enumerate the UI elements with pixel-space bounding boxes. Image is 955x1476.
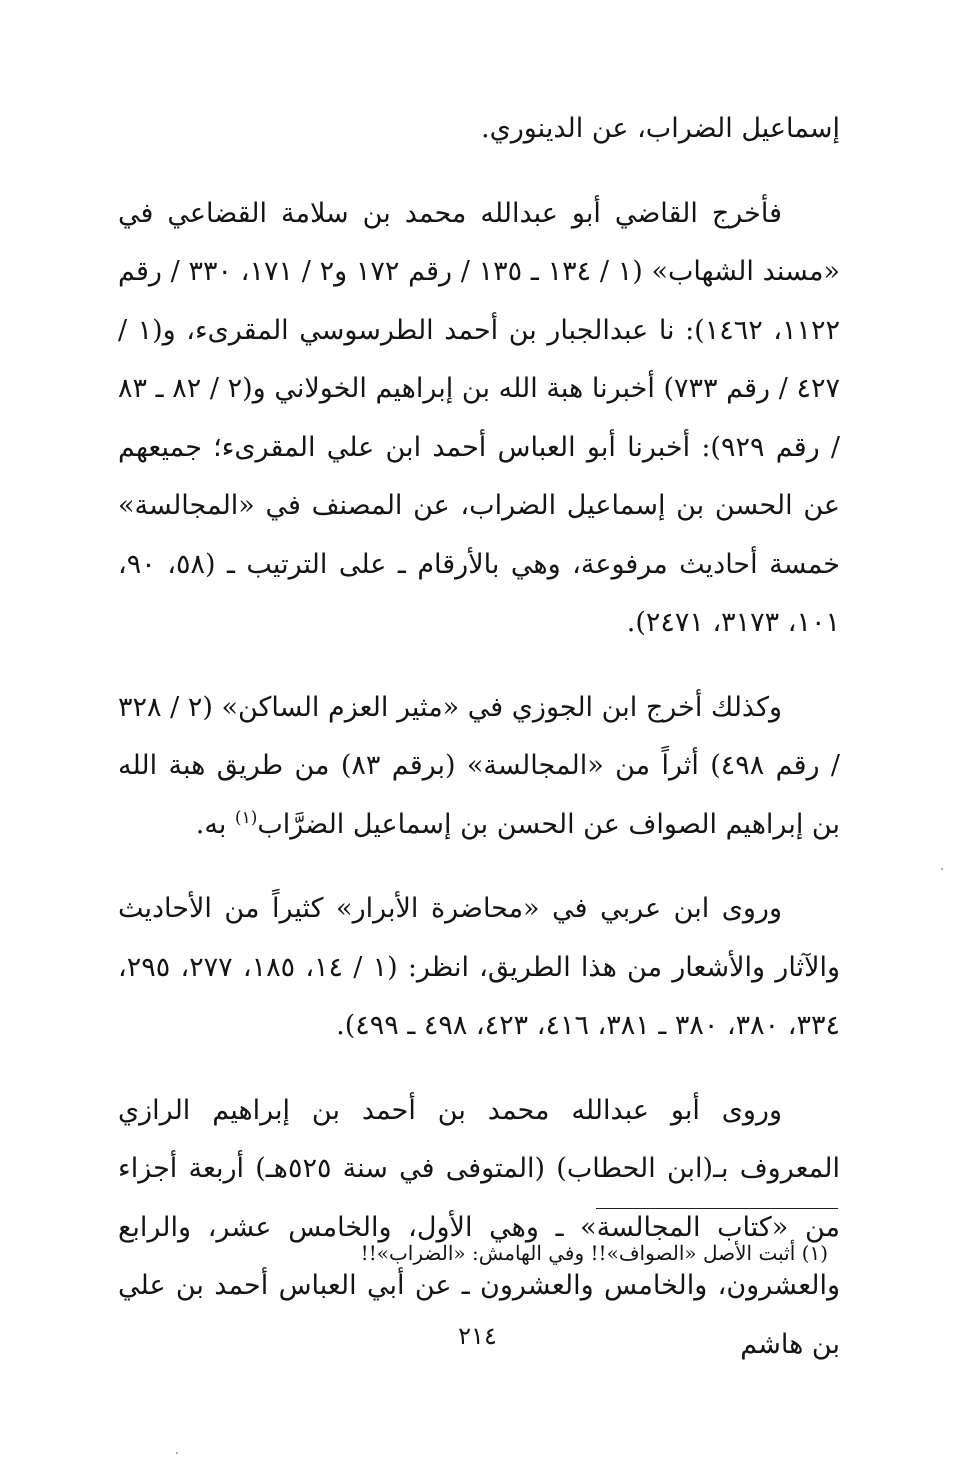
- page-number: ٢١٤: [458, 1322, 497, 1350]
- paragraph-razi: وروى أبو عبدالله محمد بن أحمد بن إبراهيم الرازي المعروف بـ(ابن الحطاب) (المتوفى في سنة ٥٢٥هـ) أربعة أجزاء من «كتاب المجالسة» ـ وهي الأول، والخامس عشر، والرابع والعشرون، والخامس والعشرون ـ عن أبي العباس أحمد بن علي بن هاشم: [118, 1094, 840, 1360]
- paragraph-ibn-arabi: وروى ابن عربي في «محاضرة الأبرار» كثيراً من الأحاديث والآثار والأشعار من هذا الطريق، انظر: (١ / ١٤، ١٨٥، ٢٧٧، ٢٩٥، ٣٣٤، ٣٨٠، ٣٨٠ ـ ٣٨١، ٤١٦، ٤٢٣، ٤٩٨ ـ ٤٩٩).: [118, 893, 841, 1041]
- paragraph-ibn-jawzi-text: وكذلك أخرج ابن الجوزي في «مثير العزم الساكن» (٢ / ٣٢٨ / رقم ٤٩٨) أثراً من «المجالسة» (برقم ٨٣) من طريق هبة الله بن إبراهيم الصواف عن الحسن بن إسماعيل الضرَّاب: [118, 691, 840, 840]
- main-text: [118, 100, 840, 1400]
- scan-speck: [176, 1452, 178, 1454]
- paragraph-continuation: إسماعيل الضراب، عن الدينوري.: [480, 113, 840, 144]
- footnote: (١) أثبت الأصل «الصواف»!! وفي الهامش: «الضراب»!!: [360, 1241, 828, 1265]
- footnote-divider: [596, 1208, 838, 1209]
- scan-speck: [941, 868, 943, 870]
- paragraph-ibn-jawzi-tail: به.: [195, 808, 235, 840]
- paragraph-qudai: فأخرج القاضي أبو عبدالله محمد بن سلامة القضاعي في «مسند الشهاب» (١ / ١٣٤ ـ ١٣٥ / رقم ١٧٢ و٢ / ١٧١، ٣٣٠ / رقم ١١٢٢، ١٤٦٢): نا عبدالجبار بن أحمد الطرسوسي المقرىء، و(١ / ٤٢٧ / رقم ٧٣٣) أخبرنا هبة الله بن إبراهيم الخولاني و(٢ / ٨٢ ـ ٨٣ / رقم ٩٢٩): أخبرنا أبو العباس أحمد ابن علي المقرىء؛ جميعهم عن الحسن بن إسماعيل الضراب، عن المصنف في «المجالسة» خمسة أحاديث مرفوعة، وهي بالأرقام ـ على الترتيب ـ (٥٨، ٩٠، ١٠١، ٣١٧٣، ٢٤٧١).: [118, 197, 841, 638]
- footnote-reference: (١): [234, 807, 258, 828]
- paragraph-ibn-jawzi: [118, 679, 840, 855]
